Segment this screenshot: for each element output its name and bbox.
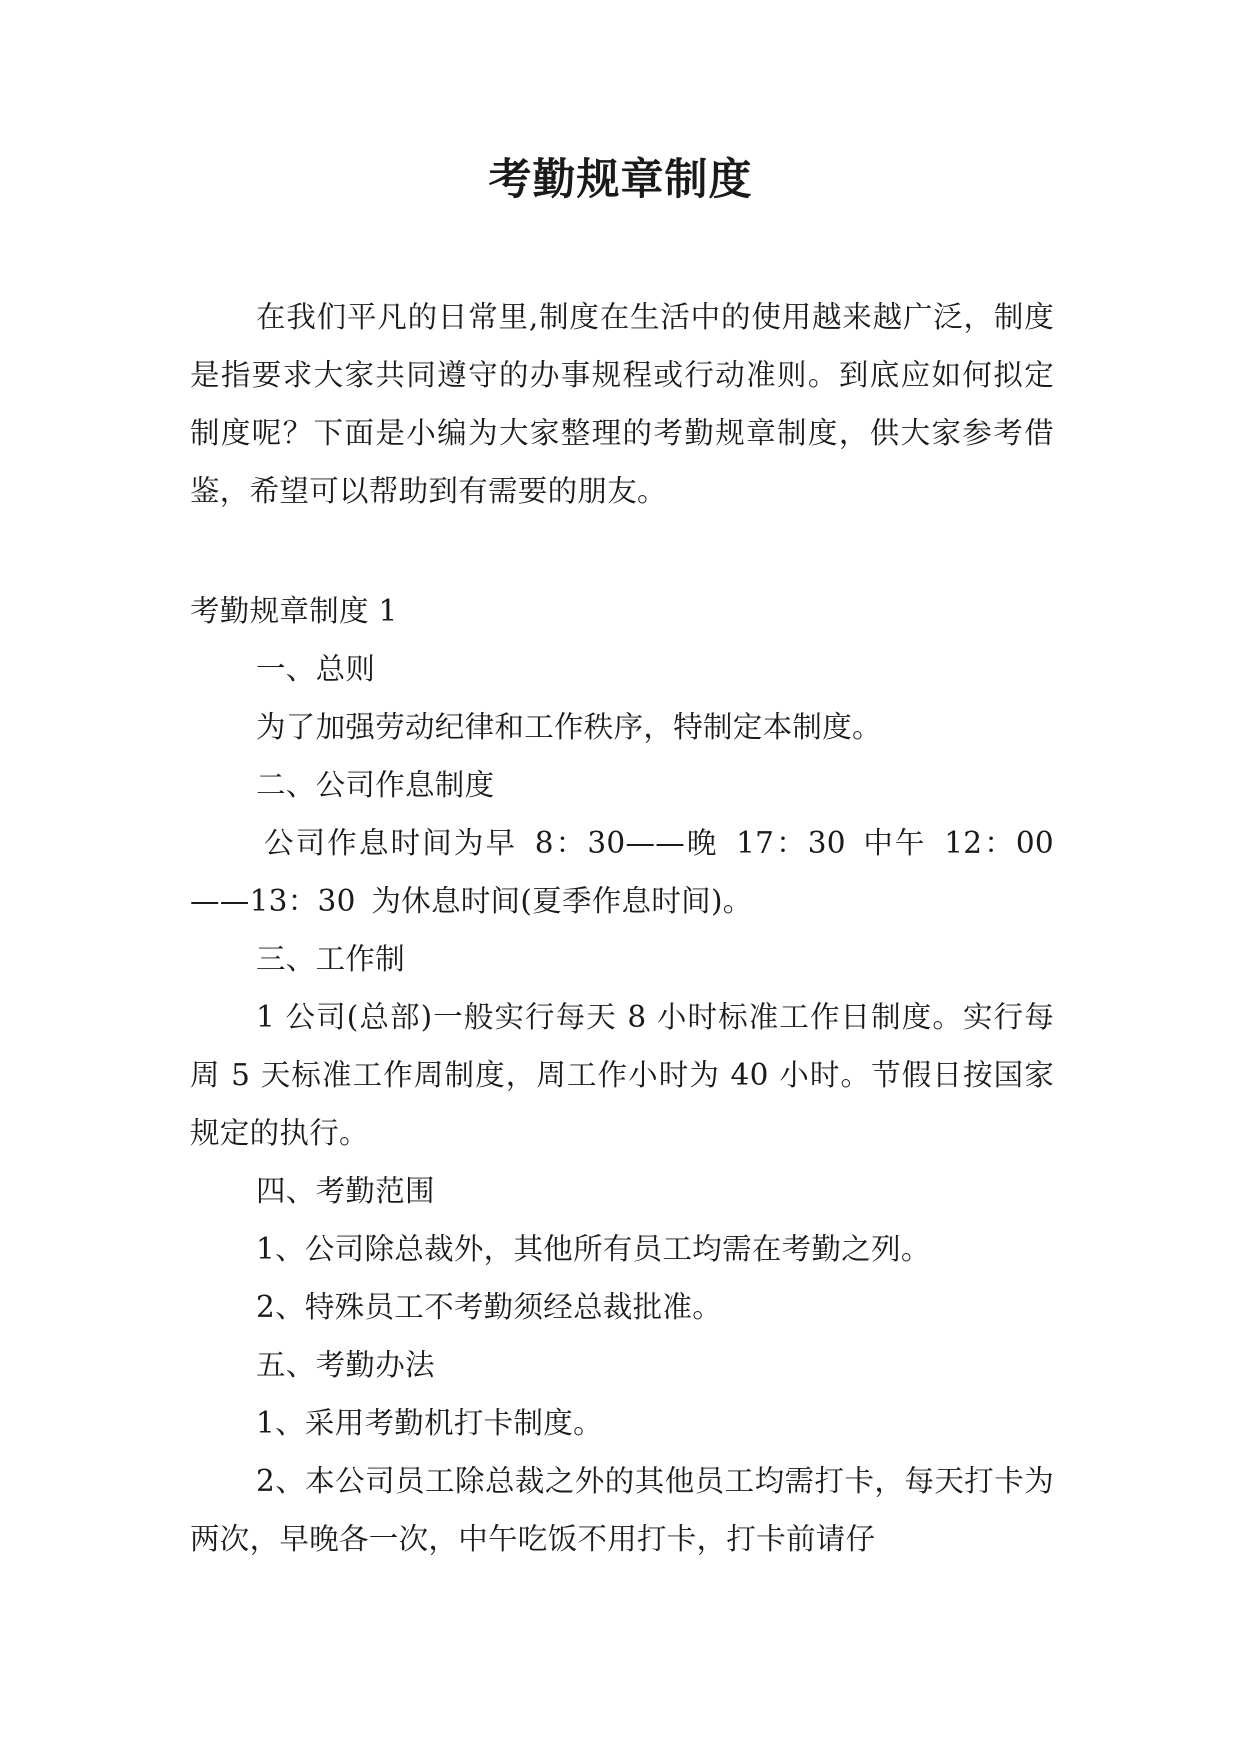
document-title: 考勤规章制度: [488, 155, 753, 205]
paragraph-attendance-scope-1: 1、公司除总裁外，其他所有员工均需在考勤之列。: [256, 1232, 931, 1266]
section-title: 考勤规章制度 1: [190, 594, 398, 628]
heading-general: 一、总则: [256, 652, 376, 686]
paragraph-attendance-scope-2: 2、特殊员工不考勤须经总裁批准。: [256, 1290, 723, 1324]
document-body: [190, 288, 1054, 1568]
paragraph-schedule: 公司作息时间为早 8：30——晚 17：30 中午 12：00——13：30 为休息时间(夏季作息时间)。: [190, 826, 1054, 918]
paragraph-general: 为了加强劳动纪律和工作秩序，特制定本制度。: [256, 710, 882, 744]
heading-work-system: 三、工作制: [256, 942, 406, 976]
paragraph-attendance-method-1: 1、采用考勤机打卡制度。: [256, 1406, 603, 1440]
paragraph-attendance-method-2: 2、本公司员工除总裁之外的其他员工均需打卡，每天打卡为两次，早晚各一次，中午吃饭不用打卡，打卡前请仔: [190, 1464, 1054, 1556]
heading-attendance-scope: 四、考勤范围: [256, 1174, 435, 1208]
paragraph-work-system: 1 公司(总部)一般实行每天 8 小时标准工作日制度。实行每周 5 天标准工作周制度，周工作小时为 40 小时。节假日按国家规定的执行。: [190, 1000, 1054, 1150]
intro-paragraph: 在我们平凡的日常里,制度在生活中的使用越来越广泛，制度是指要求大家共同遵守的办事规程或行动准则。到底应如何拟定制度呢？下面是小编为大家整理的考勤规章制度，供大家参考借鉴，希望可以帮助到有需要的朋友。: [190, 300, 1054, 508]
heading-attendance-method: 五、考勤办法: [256, 1348, 435, 1382]
heading-schedule: 二、公司作息制度: [256, 768, 495, 802]
